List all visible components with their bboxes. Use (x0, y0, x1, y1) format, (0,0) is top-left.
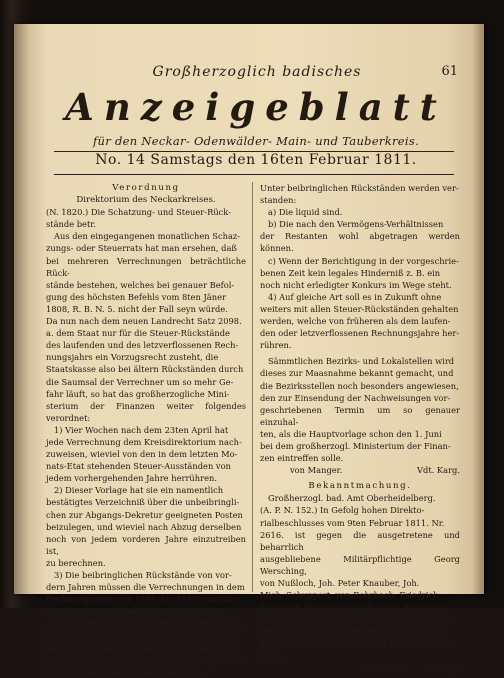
text-line: ausgebliebene Militärpflichtige Georg Wersching, (260, 553, 460, 576)
masthead-region: für den Neckar- Odenwälder- Main- und Tauberkreis. (92, 134, 420, 148)
signature-place: Steinwarz. (360, 662, 406, 673)
text-line: weiters mit allen Steuer-Rückständen gehalten (260, 303, 459, 314)
text-line: Mich. Schuppert, von Rohrbach; Friedrich (260, 590, 439, 601)
text-line: zen eintreffen solle. (260, 453, 344, 464)
text-line: den zur Einsendung der Nachweisungen vor- (260, 392, 451, 403)
signature-official: Dümge. (427, 662, 460, 673)
signature-vdt: Vdt. Karg. (417, 465, 460, 476)
page-edge-shadow (472, 24, 484, 594)
text-line: bestätigtes Verzeichniß über die unbeibringli- (46, 497, 240, 508)
ordinance-text (46, 206, 246, 678)
text-line: der Restanten wohl abgetragen werden können. (260, 231, 460, 254)
right-column (260, 182, 460, 673)
text-line: fahr läuft, so hat das großherzogliche Mini- (46, 388, 230, 399)
text-line: dern Jahren müssen die Verrechnungen in dem (46, 582, 245, 593)
text-line: die Bezirksstellen noch besonders angewiesen, (260, 380, 459, 391)
rule-top (54, 151, 454, 152)
text-line: b) Die nach den Vermögens-Verhältnissen (268, 219, 444, 230)
text-line: herrührend, zurück steht, und nicht während (46, 630, 237, 641)
text-line: 2) Dieser Vorlage hat sie ein namentlich (54, 485, 224, 496)
text-line: nungsjahrs ein Vorzugsrecht zusteht, die (46, 352, 219, 363)
text-line: den oder letzverflossenen Rechnungsjahre her- (260, 328, 460, 339)
text-line: rialbeschlusses vom 9ten Februar 1811. Nr. (260, 517, 445, 528)
text-line: St. Ilgen, die Strafe des Unterthanen-Rechts- (260, 614, 451, 625)
arrears-list (260, 206, 460, 351)
text-line: c) Wenn der Berichtigung in der vorgeschrie- (268, 255, 459, 266)
text-line: dig einziehen, was nach dem 23ten April (46, 606, 218, 617)
ordinance-heading: Verordnung (112, 183, 180, 193)
signature-line (260, 464, 460, 476)
text-line: die Saumsal der Verrechner um so mehr Ge- (46, 376, 234, 387)
text-line: sterium der Finanzen weiter folgendes verordnet: (46, 400, 246, 423)
text-line: 4) Auf gleiche Art soll es in Zukunft ohne (268, 291, 442, 302)
text-line: 2616. ist gegen die ausgetretene und beharrlich (260, 529, 460, 552)
text-line: rühren. (260, 340, 292, 351)
text-line: ten, als die Hauptvorlage schon den 1. Juni (260, 428, 442, 439)
text-line: werden, welche von früheren als dem laufen- (260, 316, 451, 327)
text-line: Seitz, von Wieblingen, und Xaver Haas, von (260, 602, 445, 613)
page-number: 61 (441, 64, 458, 79)
text-line: Da nun nach dem neuen Landrecht Satz 2098. (46, 316, 242, 327)
text-line: 1808, R. B. N. 5. nicht der Fall seyn würde. (46, 303, 228, 314)
text-line: des Jahrs zur Abgangsdekretur reif war, wird (46, 642, 237, 653)
text-line: noch nicht erledigter Konkurs im Wege steht. (260, 279, 452, 290)
announcement-signature (260, 662, 460, 674)
text-line: a. dem Staat nur für die Steuer-Rückstände (46, 328, 230, 339)
text-line: nats-Etat stehenden Steuer-Ausständen von (46, 461, 231, 472)
text-line: (A. P. N. 152.) In Gefolg hohen Direkto- (260, 505, 425, 516)
text-line: gung des höchsten Befehls vom 8ten Jäner (46, 291, 226, 302)
text-line: von Nußloch, Joh. Peter Knauber, Joh. (260, 578, 420, 588)
text-line: 1) Vier Wochen nach dem 23ten April hat (54, 424, 229, 435)
text-line: Unter beibringlichen Rückständen werden ver- (260, 183, 459, 193)
text-line: Verlustes und der Vermögensconfiskation er- (260, 626, 450, 637)
column-separator (252, 182, 253, 592)
issue-date-line: No. 14 Samstags den 16ten Februar 1811. (95, 152, 417, 168)
ordinance-subheading: Direktorium des Neckarkreises. (76, 195, 216, 206)
newspaper-page (14, 24, 484, 677)
text-line: Sämmtlichen Bezirks- und Lokalstellen wird (268, 356, 455, 367)
text-line: 1811. (260, 650, 284, 661)
text-line: bei mehreren Verrechnungen beträchtliche Rück- (46, 255, 246, 278)
text-line: standen: (260, 195, 297, 206)
text-line: und zum Selbstbezug heimgewiesen. (46, 666, 202, 677)
text-line: stände betr. (46, 219, 96, 230)
text-line: Rechnungsjahre von 1811. bis 1812. vollstän- (46, 594, 239, 605)
text-line: Großherzogl. bad. Amt Oberheidelberg. (268, 493, 436, 504)
masthead-title: Anzeigeblatt (65, 85, 447, 129)
text-line: benen Zeit kein legales Hinderniß z. B. ein (260, 267, 441, 278)
text-line: beizulegen, und wieviel nach Abzug derselben (46, 521, 242, 532)
masthead-line1: Großherzoglich badisches (152, 64, 362, 80)
text-line: 1812. außer den Rückständen vom Jahre 1811. (46, 618, 245, 629)
text-line: jede Verrechnung dem Kreisdirektorium nach- (46, 436, 242, 447)
closing-text (260, 355, 460, 464)
text-line: zu berechnen. (46, 557, 106, 568)
announcement-text (260, 492, 460, 661)
announcement-heading: Bekanntmachung. (308, 481, 412, 492)
text-line: kannt worden, Heidelberg am 12ten Februar (260, 638, 450, 649)
text-line: Aus den eingegangenen monatlichen Schaz- (54, 231, 241, 242)
text-line: Staatskasse also bei ältern Rückständen durch (46, 364, 244, 375)
text-line: zuweisen, wieviel von den in dem letzten Mo- (46, 449, 238, 460)
arrears-intro (260, 182, 460, 206)
text-line: jedem vorhergehenden Jahre herrühren. (46, 473, 217, 484)
page-gutter-shadow (14, 24, 44, 594)
text-line: geschriebenen Termin um so genauer einzuhal- (260, 404, 460, 427)
rule-bottom (54, 174, 454, 175)
text-line: stände bestehen, welches bei genauer Befol- (46, 279, 235, 290)
left-column (46, 182, 246, 677)
text-line: zungs- oder Steuerrats hat man ersehen, daß (46, 243, 237, 254)
text-line: des laufenden und des letzverflossenen Rech- (46, 340, 239, 351)
text-line: a) Die liquid sind. (268, 207, 343, 218)
text-line: dem Verrechner in wirkliche Einnahm gestellt, (46, 654, 243, 665)
text-line: 3) Die beibringlichen Rückstände von vor- (54, 570, 232, 580)
text-line: chen zur Abgangs-Dekretur geeigneten Posten (46, 509, 243, 520)
text-line: noch von jedem vorderen Jahre einzutreiben ist, (46, 533, 246, 556)
text-line: bei dem großherzogl. Ministerium der Finan- (260, 440, 451, 451)
text-line: (N. 1820.) Die Schatzung- und Steuer-Rück- (46, 207, 231, 218)
text-line: dieses zur Maasnahme bekannt gemacht, und (260, 368, 454, 379)
signature-from: von Manger. (290, 465, 343, 476)
